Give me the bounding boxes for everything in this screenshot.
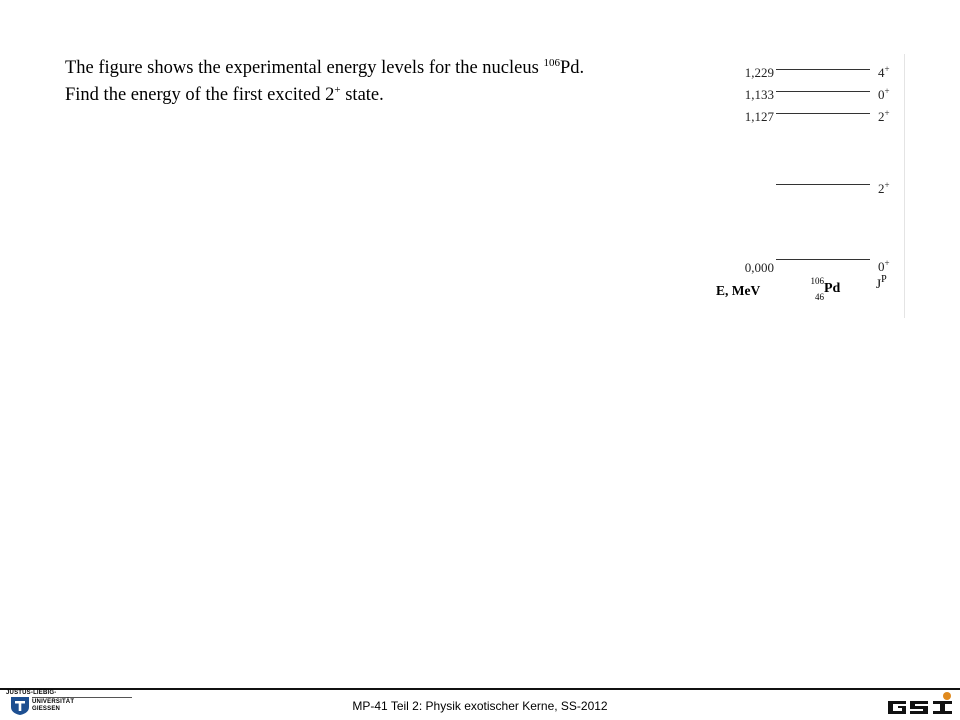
- level-line: [776, 113, 870, 114]
- university-name-line-2: UNIVERSITÄT: [32, 699, 75, 705]
- gsi-logo: [886, 691, 956, 717]
- course-footer-text: MP-41 Teil 2: Physik exotischer Kerne, SS-2012: [352, 699, 608, 713]
- nucleus-charge: 46: [815, 292, 824, 302]
- nucleus-mass: 106: [810, 276, 824, 286]
- question-line-2: Find the energy of the first excited 2+ state.: [65, 84, 384, 105]
- question-text: [65, 56, 705, 110]
- level-spin-parity: 0+: [878, 86, 890, 102]
- university-name-line-1: JUSTUS-LIEBIG-: [6, 690, 57, 696]
- nucleus-symbol: Pd: [824, 281, 841, 297]
- question-line-1: The figure shows the experimental energy levels for the nucleus $^{106}$Pd.: [65, 57, 585, 78]
- level-line: [776, 184, 870, 185]
- level-spin-parity: 0+: [878, 258, 890, 274]
- energy-level-diagram: [708, 54, 905, 318]
- level-energy: 1,229: [744, 65, 774, 80]
- level-spin-parity: 2+: [878, 180, 890, 196]
- level-line: [776, 91, 870, 92]
- parity-sup: +: [334, 84, 341, 96]
- level-energy: 0,000: [744, 260, 774, 275]
- mass-number: 106: [543, 57, 560, 69]
- level-line: [776, 69, 870, 70]
- level-line: [776, 259, 870, 260]
- level-spin-parity: 2+: [878, 108, 890, 124]
- university-name-line-3: GIESSEN: [32, 706, 61, 712]
- level-energy: 1,127: [744, 109, 774, 124]
- spin-parity-label: $J^P$: [876, 274, 887, 291]
- footer-divider: [0, 688, 960, 690]
- nucleus-label: [806, 276, 840, 302]
- level-energy: 1,133: [744, 87, 774, 102]
- energy-axis-label: E, MeV: [716, 283, 761, 298]
- level-spin-parity: 4+: [878, 64, 890, 80]
